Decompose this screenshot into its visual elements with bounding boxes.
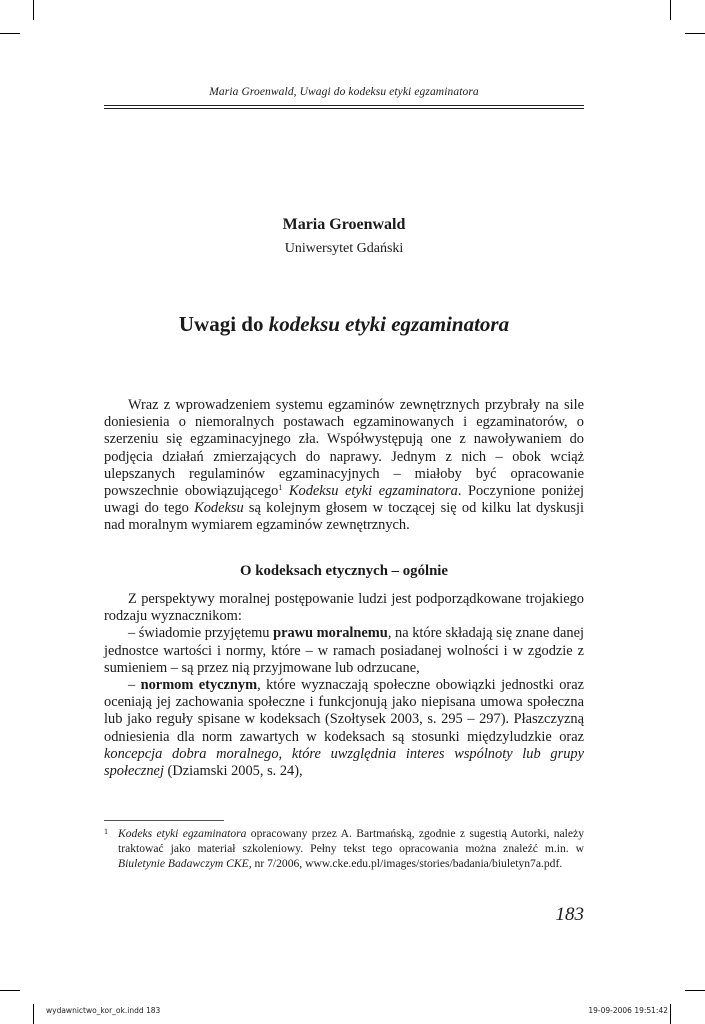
- intro-italic: Kodeksu etyki egzaminatora: [288, 483, 458, 500]
- section-text: , na które składają się znane danej jednostce wartości i normy, które – w ramach posiadanej wolności i w zgodzie z sumieniem – są przez nią przyjmowane lub odrzucane,: [104, 625, 584, 676]
- bold-term: normom etycznym: [140, 677, 258, 694]
- running-head: Maria Groenwald, Uwagi do kodeksu etyki egzaminatora: [209, 86, 479, 98]
- footnote: [104, 826, 584, 871]
- section-paragraph: [104, 677, 584, 780]
- section-heading: O kodeksach etycznych – ogólnie: [240, 563, 448, 579]
- article-title: [104, 312, 584, 337]
- section-body: [104, 591, 584, 780]
- crop-mark: [670, 0, 671, 20]
- crop-mark: [33, 1004, 34, 1024]
- intro-text: . Poczynione poniżej uwagi do tego: [104, 483, 585, 517]
- section-text: , które wyznaczają społeczne obowiązki jednostki oraz oceniają jej zachowania społeczne i funkcjonują jako niepisana umowa społeczna lub jako reguły spisane w kodeksach (Szołtysek 2003, s. 295 – 297). Płaszczyzną odniesienia dla norm zawartych w kodeksach są stosunki międzyludzkie oraz: [104, 677, 584, 745]
- crop-mark: [0, 990, 20, 991]
- footnote-plain: nr 7/2006, www.cke.edu.pl/images/stories/badania/biuletyn7a.pdf.: [251, 857, 563, 870]
- footnote-rule: [104, 820, 224, 821]
- crop-mark: [685, 33, 705, 34]
- footnote-mark: 1: [104, 827, 108, 836]
- slug-filename: wydawnictwo_kor_ok.indd 183: [46, 1006, 161, 1015]
- intro-text: Wraz z wprowadzeniem systemu egzaminów zewnętrznych przybrały na sile doniesienia o niemoralnych postawach egzaminowanych i egzaminatorów, o szerzeniu się egzaminacyjnego zła. Współwystępują one z nawoływaniem do podjęcia działań zmierzających do naprawy. Jednym z nich – obok wciąż ulepszanych regulaminów egzaminacyjnych – miałoby być opracowanie powszechnie obowiązującego: [104, 397, 584, 500]
- intro-paragraph: [104, 397, 584, 535]
- intro-text: są kolejnym głosem w toczącej się od kilku lat dyskusji nad moralnym wymiarem egzaminów zewnętrznych.: [104, 500, 584, 534]
- footnote-italic: Kodeks etyki egzaminatora: [118, 827, 247, 840]
- bold-term: prawu moralnemu: [273, 625, 388, 642]
- dash-text: –: [128, 677, 141, 694]
- section-text: (Dziamski 2005, s. 24),: [163, 763, 303, 780]
- slug-timestamp: 19-09-2006 19:51:42: [588, 1006, 668, 1015]
- intro-italic: Kodeksu: [194, 500, 244, 517]
- section-paragraph: Z perspektywy moralnej postępowanie ludzi jest podporządkowane trojakiego rodzaju wyznacznikom:: [104, 591, 584, 625]
- header-rule: [104, 105, 584, 106]
- page-number: 183: [555, 904, 584, 925]
- dash-text: – świadomie przyjętemu: [128, 625, 274, 642]
- crop-mark: [670, 1004, 671, 1024]
- footnote-plain: opracowany przez A. Bartmańską, zgodnie z sugestią Autorki, należy traktować jako materiał szkoleniowy. Pełny tekst tego opracowania można znaleźć m.in. w: [118, 827, 584, 855]
- section-italic: koncepcja dobra moralnego, które uwzględnia interes wspólnoty lub grupy społecznej: [104, 745, 584, 780]
- footnote-ref: 1: [278, 483, 283, 493]
- crop-mark: [0, 33, 20, 34]
- section-paragraph: [104, 625, 584, 677]
- footnote-italic: Biuletynie Badawczym CKE,: [118, 857, 252, 870]
- title-plain: Uwagi do: [178, 312, 269, 336]
- author-name: Maria Groenwald: [282, 216, 406, 233]
- title-italic: kodeksu etyki egzaminatora: [268, 312, 510, 336]
- crop-mark: [33, 0, 34, 20]
- header-rule: [104, 108, 584, 109]
- affiliation: Uniwersytet Gdański: [284, 241, 404, 256]
- crop-mark: [685, 990, 705, 991]
- footnote-text: [118, 826, 584, 871]
